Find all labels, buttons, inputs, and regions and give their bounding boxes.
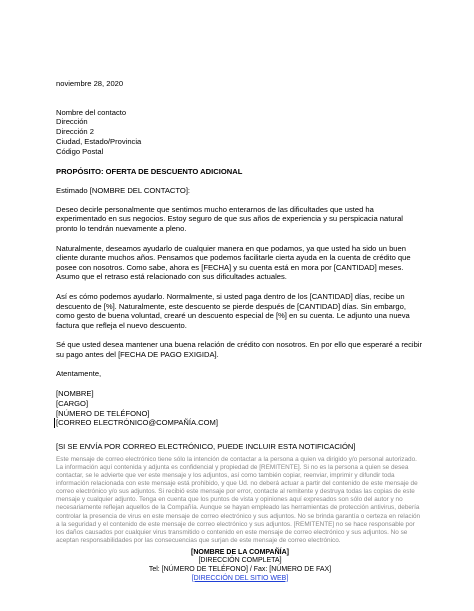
footer-address: [DIRECCIÓN COMPLETA] [198,557,282,565]
recipient-address [56,108,424,157]
signature-email: [CORREO ELECTRÓNICO@COMPAÑÍA.COM] [54,418,424,428]
letter-date: noviembre 28, 2020 [56,79,124,88]
letter-paragraph: Deseo decirle personalmente que sentimos mucho enterarnos de las dificultades que usted ha experimentado en sus negocios. Estoy seguro de que sus años de experiencia y su perspicacia natural pronto lo tendrán nuevamente a pleno. [56,204,403,233]
footer-phone-fax: Tel: [NÚMERO DE TELÉFONO] / Fax: [NÚMERO DE FAX] [148,566,332,574]
letter-subject: PROPÓSITO: OFERTA DE DESCUENTO ADICIONAL [56,166,243,176]
footer-website-link[interactable]: [DIRECCIÓN DEL SITIO WEB] [191,574,289,582]
letter-salutation: Estimado [NOMBRE DEL CONTACTO]: [56,186,191,196]
letter-paragraph: Así es cómo podemos ayudarlo. Normalmente, si usted paga dentro de los [CANTIDAD] días, recibe un descuento de [%]. Naturalmente, este descuento se pierde después de [CANTIDAD] días. Sin embargo, como gesto de buena voluntad, crearé un descuento especial de [%] en su cuenta. Le adjunto una nueva factura que refleja el nuevo descuento. [56,291,410,330]
signature-title: [CARGO] [56,398,89,408]
letter-closing: Atentamente, [56,369,102,379]
address-line: Código Postal [56,146,104,156]
address-line: Ciudad, Estado/Provincia [56,136,142,146]
address-line: Dirección 2 [56,127,94,137]
address-line: Nombre del contacto [56,107,127,117]
address-line: Dirección [56,117,88,127]
signature-name: [NOMBRE] [56,389,94,399]
letter-body [56,79,424,583]
email-disclaimer: Este mensaje de correo electrónico tiene sólo la intención de contactar a la persona a quien va dirigido y/o personal autorizado. La información aquí contenida y adjunta es confidencial y propiedad de [REMITENTE]. Si no es la persona a quien se desea contactar, se le advierte que ver este mensaje y los adjuntos, así como también copiar, reenviar, imprimir y difundir toda información relacionada con este mensaje está prohibido, y que Ud. no deberá actuar a partir del contenido de este mensaje de correo electrónico y/o sus adjuntos. Si recibió este mensaje por error, contacte al remitente y destruya todas las copias de este mensaje y cualquier adjunto. Tenga en cuenta que los puntos de vista y opiniones aquí expresados son sólo del autor y no necesariamente reflejan aquellos de la Compañía. Aunque se hayan empleado las herramientas de protección antivirus, debería controlar la presencia de virus en este mensaje de correo electrónico y sus adjuntos. No se brinda garantía o certeza en relación a la seguridad y el contenido de este mensaje de correo electrónico y sus adjuntos. [REMITENTE] no se hace responsable por los daños causados por cualquier virus transmitido o contenido en este mensaje de correo electrónico y sus adjuntos. No se aceptan responsabilidades por las consecuencias que surjan de este mensaje de correo electrónico. [56,455,421,544]
signature-phone: [NÚMERO DE TELÉFONO] [56,408,150,418]
letter-paragraph: Naturalmente, deseamos ayudarlo de cualquier manera en que podamos, ya que usted ha sido un buen cliente durante muchos años. Pensamos que podemos facilitarle cierta ayuda en la cuenta de crédito que posee con nosotros. Como sabe, ahora es [FECHA] y su cuenta está en mora por [CANTIDAD] meses. Asumo que el retraso está relacionado con sus dificultades actuales. [56,243,411,282]
company-footer [56,549,424,583]
footer-company: [NOMBRE DE LA COMPAÑÍA] [191,548,289,556]
email-notice-heading: [SI SE ENVÍA POR CORREO ELECTRÓNICO, PUEDE INCLUIR ESTA NOTIFICACIÓN] [56,442,356,452]
letter-paragraph: Sé que usted desea mantener una buena relación de crédito con nosotros. En por ello que esperaré a recibir su pago antes del [FECHA DE PAGO EXIGIDA]. [56,340,423,359]
signature-block [56,389,424,428]
